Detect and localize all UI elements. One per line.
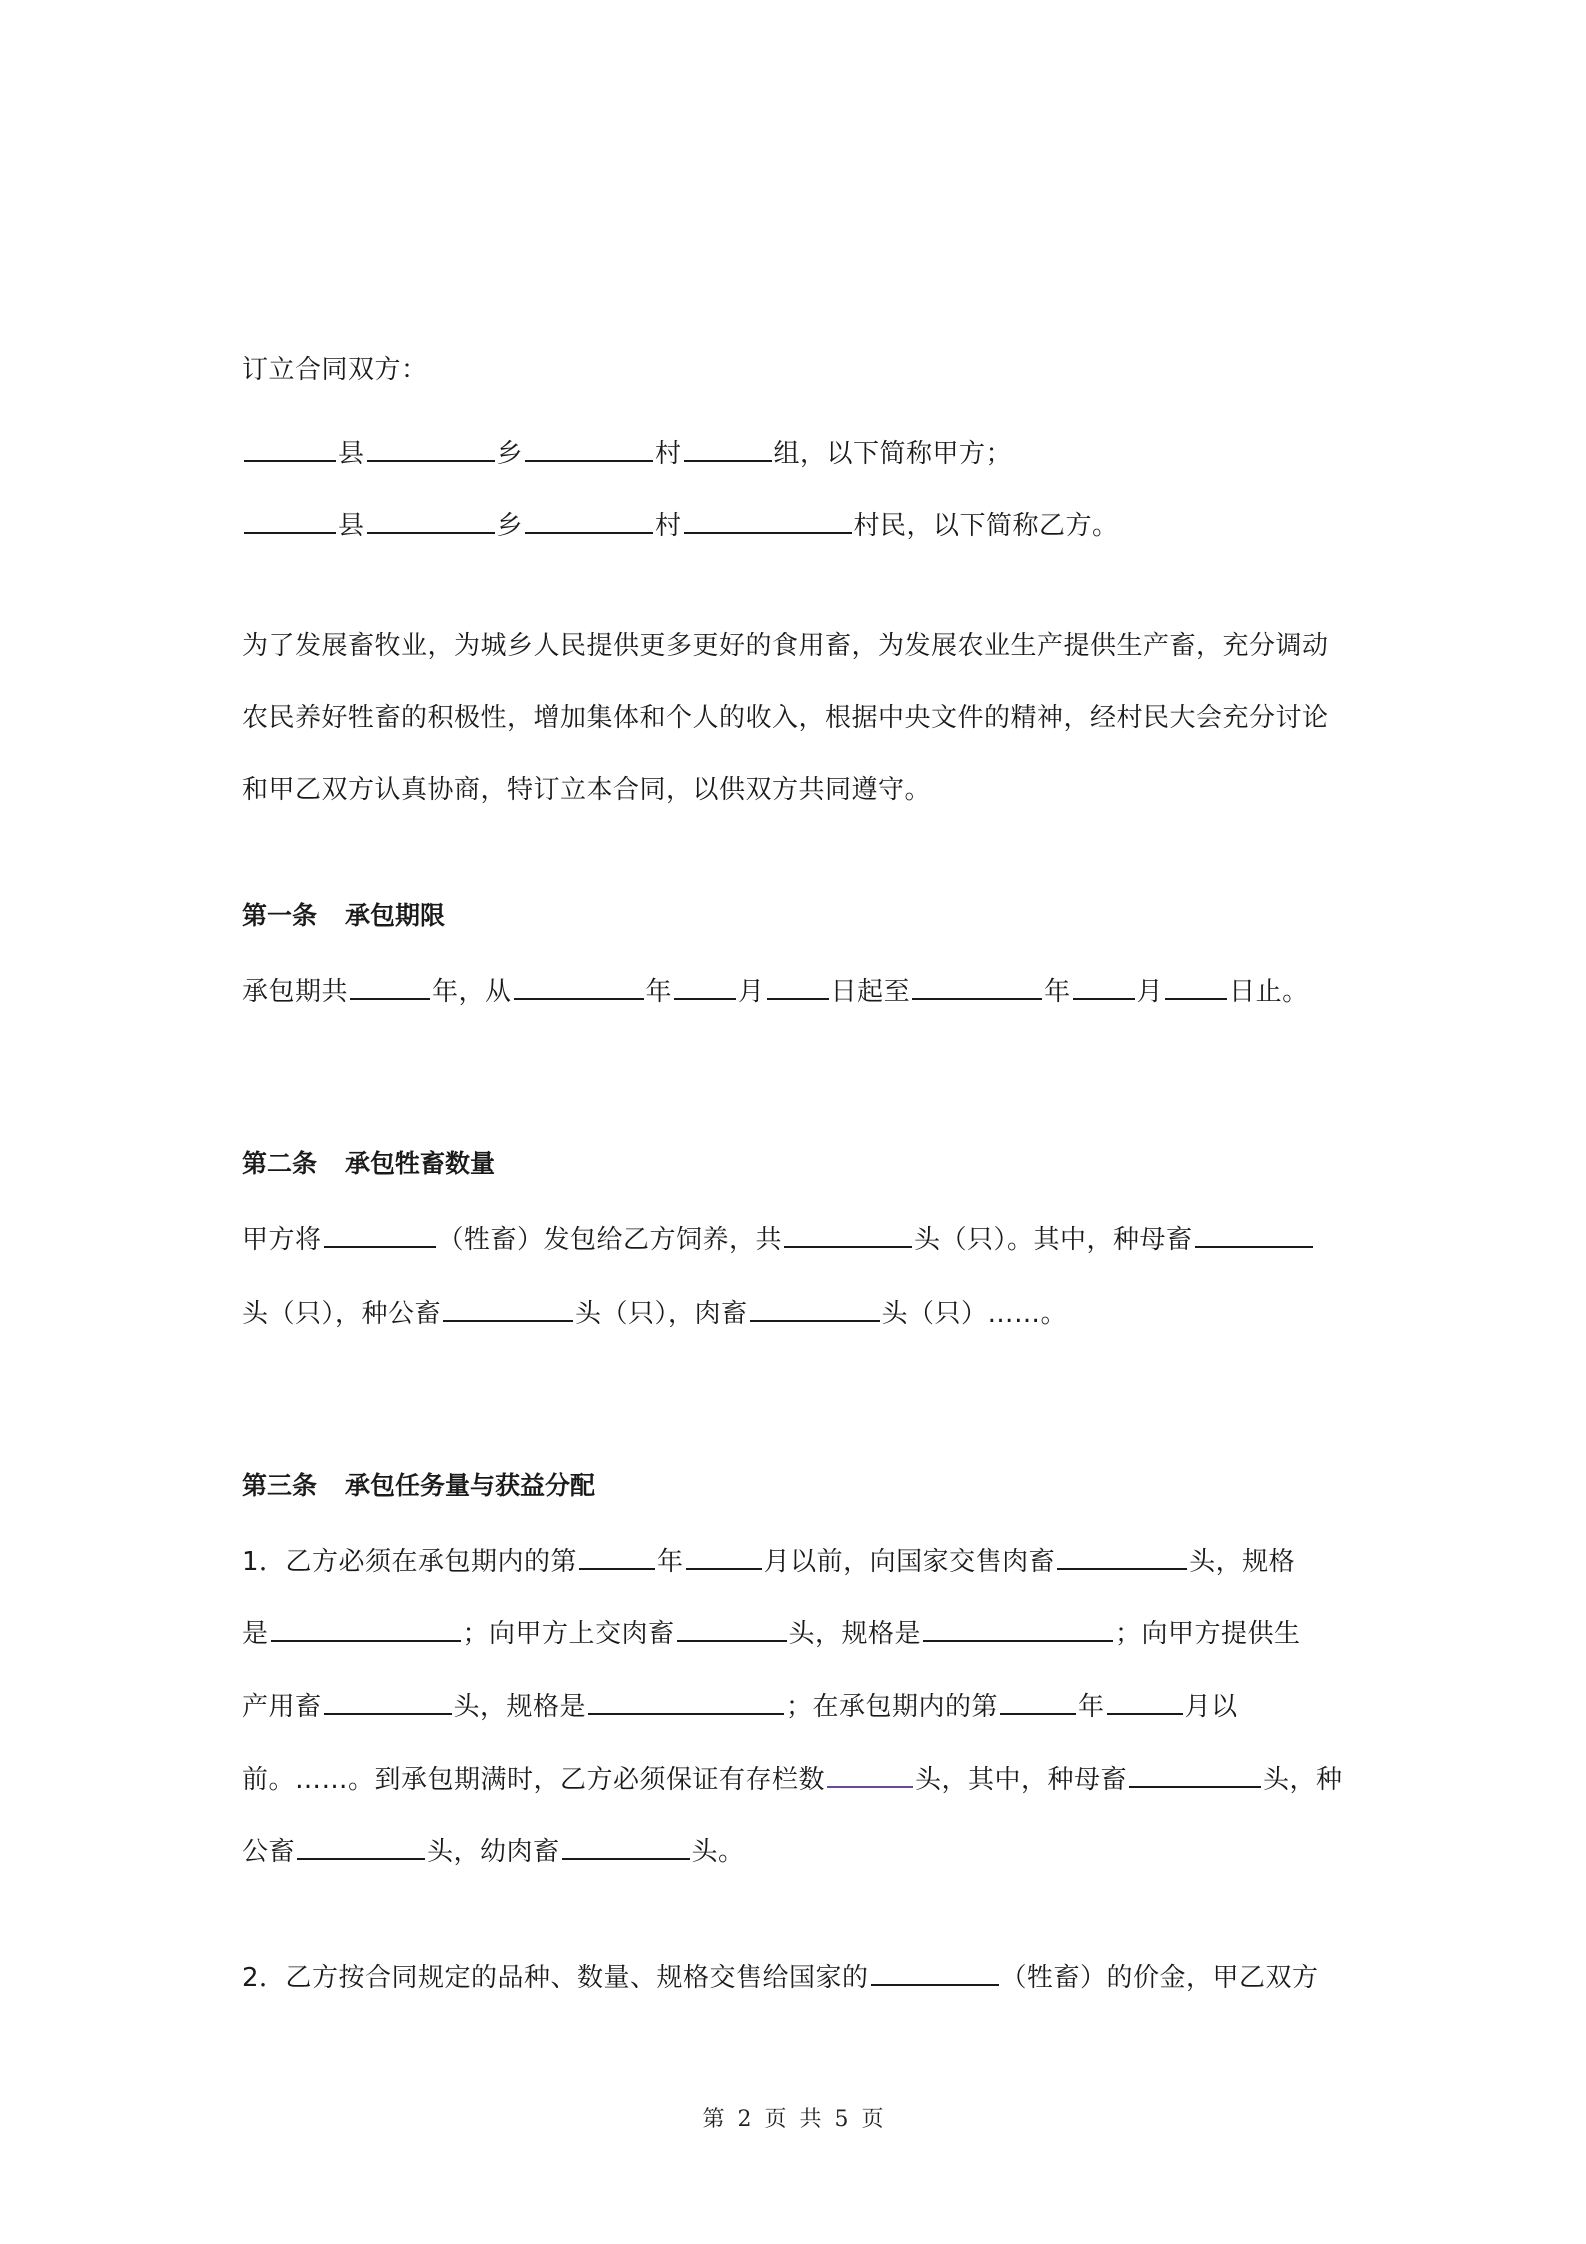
blank-state-head[interactable] [1057,1538,1187,1570]
blank-township[interactable] [367,430,495,462]
blank-village[interactable] [525,502,653,534]
blank-years[interactable] [350,968,430,1000]
blank-breeding-male[interactable] [443,1290,573,1322]
blank-production-head[interactable] [324,1683,452,1715]
article2-line: 甲方将 （牲畜）发包给乙方饲养，共 头（只）。其中，种母畜 [242,1216,1315,1260]
preamble-line: 和甲乙双方认真协商，特订立本合同，以供双方共同遵守。 [242,775,932,805]
blank-township[interactable] [367,502,495,534]
blank-spec[interactable] [923,1610,1113,1642]
blank-county[interactable] [244,430,336,462]
blank-year[interactable] [579,1538,655,1570]
blank-end-month[interactable] [1073,968,1135,1000]
article3-line: 产用畜 头，规格是 ；在承包期内的第 年 月以 [242,1683,1238,1727]
preamble-line: 为了发展畜牧业，为城乡人民提供更多更好的食用畜，为发展农业生产提供生产畜，充分调动 [242,631,1329,661]
article3-line: 是 ；向甲方上交肉畜 头，规格是 ；向甲方提供生 [242,1610,1301,1654]
blank-breeding-male[interactable] [297,1828,425,1860]
blank-month[interactable] [686,1538,762,1570]
blank-stock-count[interactable] [827,1756,913,1788]
blank-villager[interactable] [684,502,852,534]
blank-county[interactable] [244,502,336,534]
blank-month[interactable] [1107,1683,1183,1715]
blank-meat-animals[interactable] [750,1290,880,1322]
blank-breeding-female[interactable] [1129,1756,1261,1788]
blank-year[interactable] [1000,1683,1076,1715]
blank-spec[interactable] [271,1610,461,1642]
blank-livestock-type[interactable] [324,1216,436,1248]
blank-village[interactable] [525,430,653,462]
article1-title: 第一条 承包期限 [242,901,446,930]
party-a-line: 县 乡 村 组，以下简称甲方； [242,430,1012,474]
article3-line: 2．乙方按合同规定的品种、数量、规格交售给国家的 （牲畜）的价金，甲乙双方 [242,1954,1319,1998]
blank-livestock-type[interactable] [871,1954,999,1986]
blank-breeding-female[interactable] [1195,1216,1313,1248]
page-footer: 第 2 页 共 5 页 [702,2107,884,2132]
party-b-line: 县 乡 村 村民，以下简称乙方。 [242,502,1119,546]
preamble-line: 农民养好牲畜的积极性，增加集体和个人的收入，根据中央文件的精神，经村民大会充分讨论 [242,703,1329,733]
blank-start-month[interactable] [674,968,736,1000]
blank-spec[interactable] [588,1683,784,1715]
blank-group[interactable] [684,430,772,462]
blank-start-year[interactable] [514,968,644,1000]
blank-end-year[interactable] [912,968,1042,1000]
article3-title: 第三条 承包任务量与获益分配 [242,1471,596,1500]
parties-label: 订立合同双方： [242,355,428,385]
blank-party-a-head[interactable] [677,1610,787,1642]
blank-end-day[interactable] [1165,968,1227,1000]
article1-term-line: 承包期共 年，从 年 月 日起至 年 月 日止。 [242,968,1309,1012]
article3-line: 前。……。到承包期满时，乙方必须保证有存栏数 头，其中，种母畜 头，种 [242,1756,1343,1800]
article2-title: 第二条 承包牲畜数量 [242,1149,496,1178]
blank-total-head[interactable] [784,1216,912,1248]
article2-line: 头（只），种公畜 头（只），肉畜 头（只）……。 [242,1290,1067,1334]
article3-line: 公畜 头，幼肉畜 头。 [242,1828,745,1872]
article3-line: 1．乙方必须在承包期内的第 年 月以前，向国家交售肉畜 头，规格 [242,1538,1295,1582]
blank-start-day[interactable] [767,968,829,1000]
blank-young-meat[interactable] [562,1828,690,1860]
